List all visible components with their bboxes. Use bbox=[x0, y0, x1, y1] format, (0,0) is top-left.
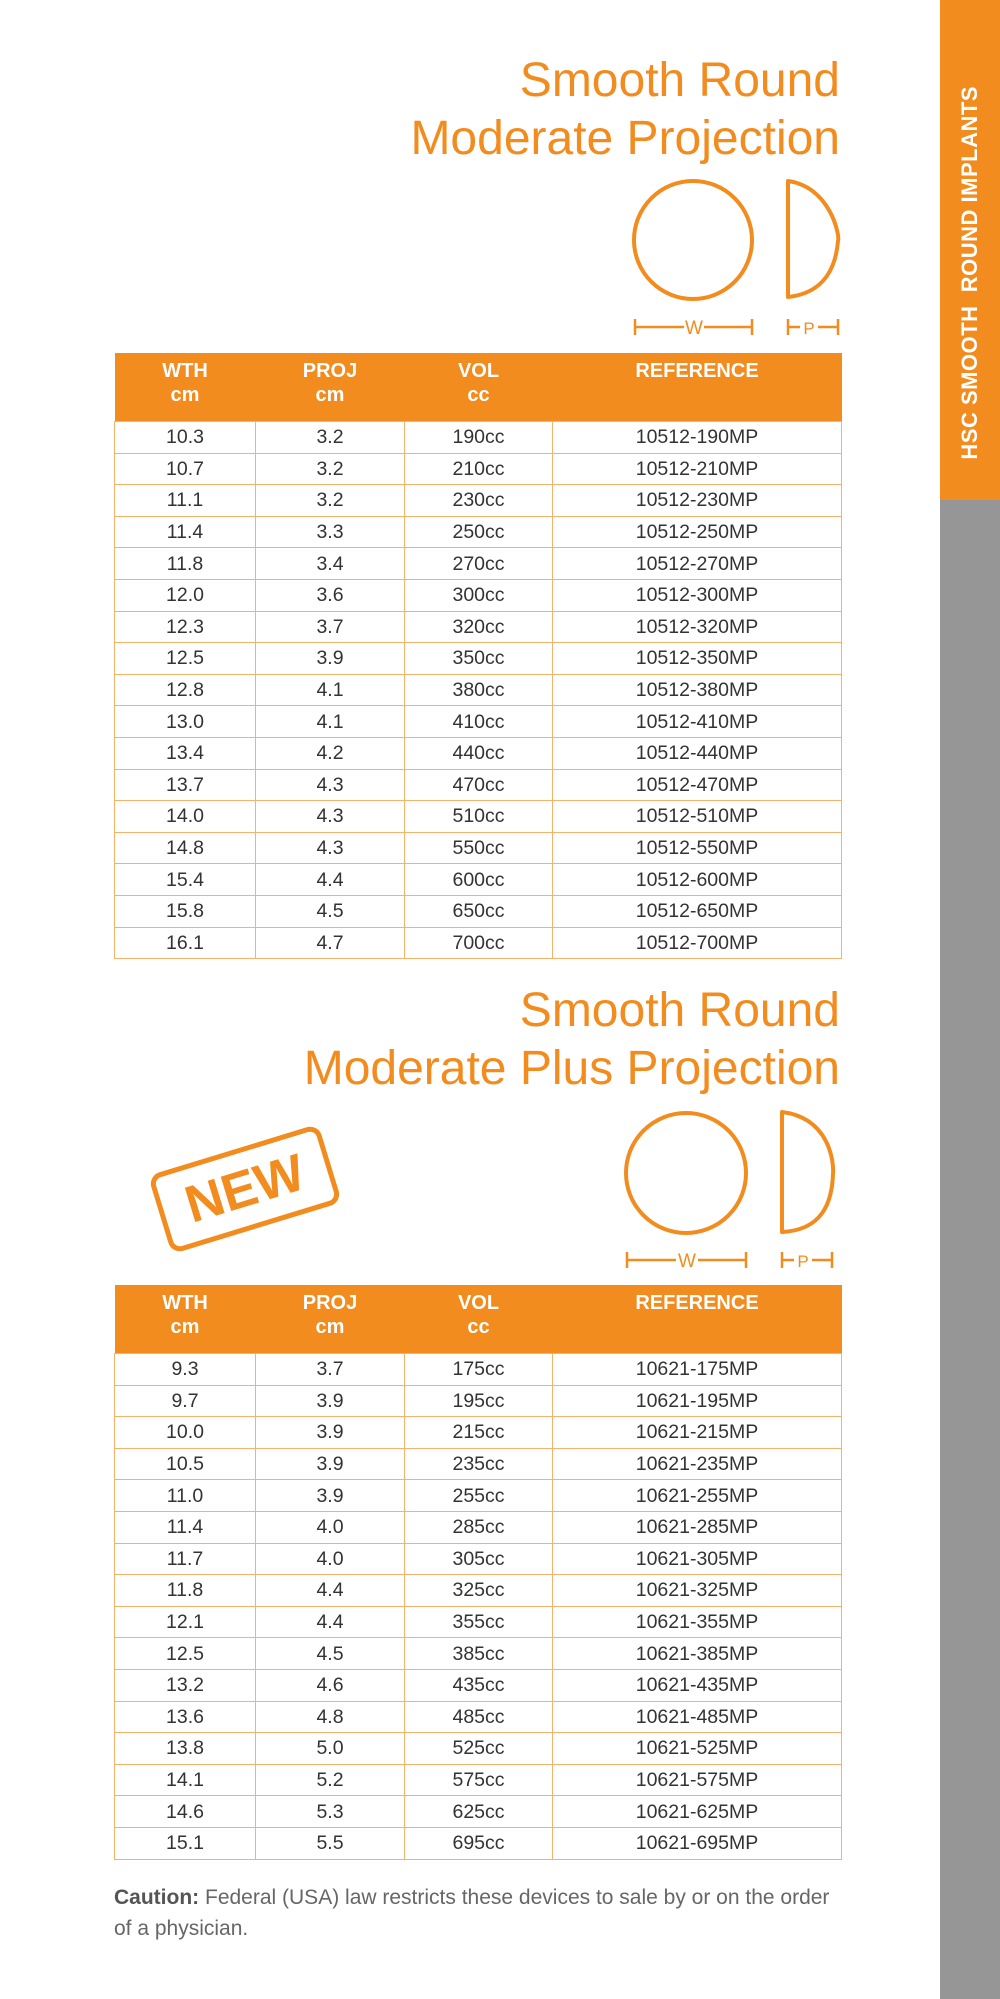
table-cell: 13.4 bbox=[115, 737, 256, 769]
table-cell: 10621-325MP bbox=[553, 1575, 842, 1607]
section-2-implant-diagram bbox=[622, 1108, 837, 1278]
table-row bbox=[115, 674, 842, 706]
width-label: W bbox=[685, 318, 703, 339]
table-row bbox=[115, 769, 842, 801]
table-cell: 3.9 bbox=[256, 1417, 405, 1449]
sidebar-gray-band bbox=[940, 500, 1000, 1999]
section-2-title-line1: Smooth Round bbox=[519, 984, 840, 1037]
table-cell: 5.5 bbox=[256, 1827, 405, 1859]
table-cell: 650cc bbox=[405, 895, 553, 927]
table-cell: 235cc bbox=[405, 1448, 553, 1480]
table-cell: 10.5 bbox=[115, 1448, 256, 1480]
section-1-table-header bbox=[115, 353, 842, 422]
table-cell: 210cc bbox=[405, 453, 553, 485]
implant-front-view-icon bbox=[634, 181, 752, 299]
table-cell: 10512-700MP bbox=[553, 927, 842, 959]
table-cell: 10621-525MP bbox=[553, 1733, 842, 1765]
column-header-unit: cm bbox=[315, 1316, 345, 1338]
table-cell: 10512-440MP bbox=[553, 737, 842, 769]
column-header bbox=[553, 353, 842, 422]
column-header bbox=[405, 1285, 553, 1354]
table-cell: 10621-305MP bbox=[553, 1543, 842, 1575]
table-cell: 4.3 bbox=[256, 801, 405, 833]
table-cell: 9.3 bbox=[115, 1354, 256, 1386]
table-cell: 10512-380MP bbox=[553, 674, 842, 706]
table-row bbox=[115, 579, 842, 611]
table-cell: 12.8 bbox=[115, 674, 256, 706]
table-row bbox=[115, 1669, 842, 1701]
table-cell: 3.7 bbox=[256, 1354, 405, 1386]
table-cell: 14.6 bbox=[115, 1796, 256, 1828]
column-header-unit: cm bbox=[170, 384, 200, 406]
table-cell: 525cc bbox=[405, 1733, 553, 1765]
table-cell: 10512-320MP bbox=[553, 611, 842, 643]
table-cell: 10.3 bbox=[115, 422, 256, 454]
column-header bbox=[256, 1285, 405, 1354]
table-cell: 12.5 bbox=[115, 643, 256, 675]
table-cell: 10512-550MP bbox=[553, 832, 842, 864]
table-row bbox=[115, 1480, 842, 1512]
table-row bbox=[115, 453, 842, 485]
table-cell: 385cc bbox=[405, 1638, 553, 1670]
table-cell: 10512-470MP bbox=[553, 769, 842, 801]
table-cell: 195cc bbox=[405, 1385, 553, 1417]
table-cell: 15.1 bbox=[115, 1827, 256, 1859]
table-cell: 10621-355MP bbox=[553, 1606, 842, 1638]
table-cell: 3.6 bbox=[256, 579, 405, 611]
section-1-title-line2: Moderate Projection bbox=[410, 112, 840, 165]
implant-side-view-icon bbox=[788, 181, 838, 297]
table-row bbox=[115, 1385, 842, 1417]
table-row bbox=[115, 864, 842, 896]
table-cell: 470cc bbox=[405, 769, 553, 801]
table-cell: 600cc bbox=[405, 864, 553, 896]
table-cell: 10621-215MP bbox=[553, 1417, 842, 1449]
table-cell: 4.8 bbox=[256, 1701, 405, 1733]
table-cell: 305cc bbox=[405, 1543, 553, 1575]
column-header bbox=[405, 353, 553, 422]
table-row bbox=[115, 643, 842, 675]
table-row bbox=[115, 832, 842, 864]
table-cell: 410cc bbox=[405, 706, 553, 738]
table-row bbox=[115, 927, 842, 959]
table-cell: 10512-210MP bbox=[553, 453, 842, 485]
table-cell: 4.3 bbox=[256, 769, 405, 801]
table-cell: 10621-175MP bbox=[553, 1354, 842, 1386]
column-header-label: VOL bbox=[457, 1292, 500, 1314]
table-cell: 10.7 bbox=[115, 453, 256, 485]
table-cell: 14.8 bbox=[115, 832, 256, 864]
table-cell: 10512-250MP bbox=[553, 516, 842, 548]
table-cell: 15.4 bbox=[115, 864, 256, 896]
table-cell: 3.9 bbox=[256, 1480, 405, 1512]
table-row bbox=[115, 895, 842, 927]
table-cell: 10621-235MP bbox=[553, 1448, 842, 1480]
table-cell: 700cc bbox=[405, 927, 553, 959]
table-cell: 10621-575MP bbox=[553, 1764, 842, 1796]
section-2-title-line2: Moderate Plus Projection bbox=[303, 1042, 840, 1095]
section-2-spec-table bbox=[114, 1285, 842, 1860]
table-cell: 4.5 bbox=[256, 1638, 405, 1670]
caution-label: Caution: bbox=[114, 1886, 200, 1909]
table-cell: 10621-485MP bbox=[553, 1701, 842, 1733]
header-row bbox=[115, 1285, 842, 1354]
table-cell: 9.7 bbox=[115, 1385, 256, 1417]
table-cell: 12.3 bbox=[115, 611, 256, 643]
table-cell: 270cc bbox=[405, 548, 553, 580]
column-header-label: WTH bbox=[162, 1292, 208, 1314]
table-cell: 300cc bbox=[405, 579, 553, 611]
table-cell: 575cc bbox=[405, 1764, 553, 1796]
table-cell: 10512-190MP bbox=[553, 422, 842, 454]
section-1-implant-diagram bbox=[630, 175, 845, 345]
table-cell: 3.2 bbox=[256, 422, 405, 454]
table-cell: 3.2 bbox=[256, 453, 405, 485]
table-cell: 10621-435MP bbox=[553, 1669, 842, 1701]
table-row bbox=[115, 1448, 842, 1480]
table-cell: 4.2 bbox=[256, 737, 405, 769]
table-cell: 215cc bbox=[405, 1417, 553, 1449]
column-header bbox=[256, 353, 405, 422]
table-cell: 13.2 bbox=[115, 1669, 256, 1701]
column-header-label: REFERENCE bbox=[635, 360, 759, 382]
column-header bbox=[553, 1285, 842, 1354]
implant-front-view-icon bbox=[626, 1113, 746, 1233]
table-row bbox=[115, 1606, 842, 1638]
table-cell: 255cc bbox=[405, 1480, 553, 1512]
table-cell: 10512-350MP bbox=[553, 643, 842, 675]
table-cell: 10512-650MP bbox=[553, 895, 842, 927]
table-row bbox=[115, 1543, 842, 1575]
table-row bbox=[115, 1638, 842, 1670]
table-cell: 4.0 bbox=[256, 1543, 405, 1575]
table-row bbox=[115, 1354, 842, 1386]
table-cell: 14.1 bbox=[115, 1764, 256, 1796]
sidebar-label-wrap bbox=[940, 0, 1000, 460]
new-badge: NEW bbox=[148, 1124, 342, 1254]
table-cell: 320cc bbox=[405, 611, 553, 643]
width-label: W bbox=[678, 1251, 696, 1272]
table-cell: 4.1 bbox=[256, 674, 405, 706]
table-cell: 3.7 bbox=[256, 611, 405, 643]
table-cell: 10621-625MP bbox=[553, 1796, 842, 1828]
table-cell: 10512-300MP bbox=[553, 579, 842, 611]
table-row bbox=[115, 1701, 842, 1733]
table-cell: 13.6 bbox=[115, 1701, 256, 1733]
table-cell: 11.0 bbox=[115, 1480, 256, 1512]
table-cell: 10512-410MP bbox=[553, 706, 842, 738]
implant-side-view-icon bbox=[782, 1112, 833, 1232]
table-cell: 10512-230MP bbox=[553, 485, 842, 517]
table-cell: 4.1 bbox=[256, 706, 405, 738]
section-2-table-header bbox=[115, 1285, 842, 1354]
column-header-label: PROJ bbox=[302, 1292, 358, 1314]
table-row bbox=[115, 611, 842, 643]
table-row bbox=[115, 1733, 842, 1765]
table-row bbox=[115, 422, 842, 454]
table-cell: 11.8 bbox=[115, 1575, 256, 1607]
section-1-table-body bbox=[115, 422, 842, 959]
table-row bbox=[115, 737, 842, 769]
table-cell: 3.9 bbox=[256, 643, 405, 675]
table-cell: 4.4 bbox=[256, 1606, 405, 1638]
table-cell: 11.4 bbox=[115, 1511, 256, 1543]
projection-label: P bbox=[803, 319, 815, 338]
table-cell: 350cc bbox=[405, 643, 553, 675]
table-cell: 3.4 bbox=[256, 548, 405, 580]
table-cell: 13.8 bbox=[115, 1733, 256, 1765]
table-row bbox=[115, 516, 842, 548]
sidebar-label: HSC SMOOTH ROUND IMPLANTS bbox=[957, 86, 982, 460]
table-row bbox=[115, 1796, 842, 1828]
table-cell: 10512-270MP bbox=[553, 548, 842, 580]
table-cell: 11.4 bbox=[115, 516, 256, 548]
table-cell: 11.7 bbox=[115, 1543, 256, 1575]
table-cell: 285cc bbox=[405, 1511, 553, 1543]
table-cell: 695cc bbox=[405, 1827, 553, 1859]
table-cell: 10621-195MP bbox=[553, 1385, 842, 1417]
table-cell: 4.4 bbox=[256, 1575, 405, 1607]
table-cell: 325cc bbox=[405, 1575, 553, 1607]
table-cell: 625cc bbox=[405, 1796, 553, 1828]
table-cell: 10512-600MP bbox=[553, 864, 842, 896]
table-row bbox=[115, 1827, 842, 1859]
table-cell: 12.5 bbox=[115, 1638, 256, 1670]
table-cell: 11.1 bbox=[115, 485, 256, 517]
table-cell: 4.4 bbox=[256, 864, 405, 896]
table-cell: 13.0 bbox=[115, 706, 256, 738]
table-cell: 13.7 bbox=[115, 769, 256, 801]
table-cell: 15.8 bbox=[115, 895, 256, 927]
table-cell: 4.7 bbox=[256, 927, 405, 959]
table-cell: 230cc bbox=[405, 485, 553, 517]
table-cell: 3.9 bbox=[256, 1448, 405, 1480]
table-cell: 5.2 bbox=[256, 1764, 405, 1796]
table-cell: 10621-695MP bbox=[553, 1827, 842, 1859]
table-cell: 10621-285MP bbox=[553, 1511, 842, 1543]
table-cell: 10.0 bbox=[115, 1417, 256, 1449]
column-header bbox=[115, 353, 256, 422]
table-cell: 355cc bbox=[405, 1606, 553, 1638]
table-cell: 11.8 bbox=[115, 548, 256, 580]
table-cell: 380cc bbox=[405, 674, 553, 706]
table-cell: 3.2 bbox=[256, 485, 405, 517]
header-row bbox=[115, 353, 842, 422]
table-cell: 4.0 bbox=[256, 1511, 405, 1543]
table-cell: 4.3 bbox=[256, 832, 405, 864]
section-1-title-line1: Smooth Round bbox=[519, 54, 840, 107]
table-cell: 12.1 bbox=[115, 1606, 256, 1638]
table-row bbox=[115, 801, 842, 833]
column-header-label: WTH bbox=[162, 360, 208, 382]
table-cell: 3.3 bbox=[256, 516, 405, 548]
table-cell: 10621-255MP bbox=[553, 1480, 842, 1512]
table-cell: 175cc bbox=[405, 1354, 553, 1386]
column-header-label: VOL bbox=[457, 360, 500, 382]
table-cell: 190cc bbox=[405, 422, 553, 454]
caution-text: Federal (USA) law restricts these devices to sale by or on the order of a physician. bbox=[114, 1886, 830, 1940]
column-header-unit: cm bbox=[315, 384, 345, 406]
table-cell: 4.6 bbox=[256, 1669, 405, 1701]
table-row bbox=[115, 485, 842, 517]
column-header-label: REFERENCE bbox=[635, 1292, 759, 1314]
caution-note bbox=[114, 1882, 844, 1944]
table-cell: 4.5 bbox=[256, 895, 405, 927]
column-header bbox=[115, 1285, 256, 1354]
table-cell: 510cc bbox=[405, 801, 553, 833]
section-1-title bbox=[410, 52, 840, 168]
column-header-unit: cc bbox=[467, 384, 490, 406]
table-cell: 12.0 bbox=[115, 579, 256, 611]
section-2-table-body bbox=[115, 1354, 842, 1860]
table-row bbox=[115, 1764, 842, 1796]
table-cell: 485cc bbox=[405, 1701, 553, 1733]
table-row bbox=[115, 1511, 842, 1543]
table-row bbox=[115, 548, 842, 580]
table-cell: 5.0 bbox=[256, 1733, 405, 1765]
table-row bbox=[115, 706, 842, 738]
table-cell: 440cc bbox=[405, 737, 553, 769]
table-cell: 435cc bbox=[405, 1669, 553, 1701]
column-header-unit: cc bbox=[467, 1316, 490, 1338]
table-cell: 14.0 bbox=[115, 801, 256, 833]
column-header-label: PROJ bbox=[302, 360, 358, 382]
table-cell: 16.1 bbox=[115, 927, 256, 959]
section-2-title bbox=[304, 982, 840, 1098]
table-cell: 550cc bbox=[405, 832, 553, 864]
table-row bbox=[115, 1575, 842, 1607]
table-cell: 3.9 bbox=[256, 1385, 405, 1417]
section-1-spec-table bbox=[114, 353, 842, 959]
projection-label: P bbox=[797, 1252, 809, 1271]
table-cell: 5.3 bbox=[256, 1796, 405, 1828]
table-cell: 250cc bbox=[405, 516, 553, 548]
table-cell: 10512-510MP bbox=[553, 801, 842, 833]
table-cell: 10621-385MP bbox=[553, 1638, 842, 1670]
column-header-unit: cm bbox=[170, 1316, 200, 1338]
table-row bbox=[115, 1417, 842, 1449]
